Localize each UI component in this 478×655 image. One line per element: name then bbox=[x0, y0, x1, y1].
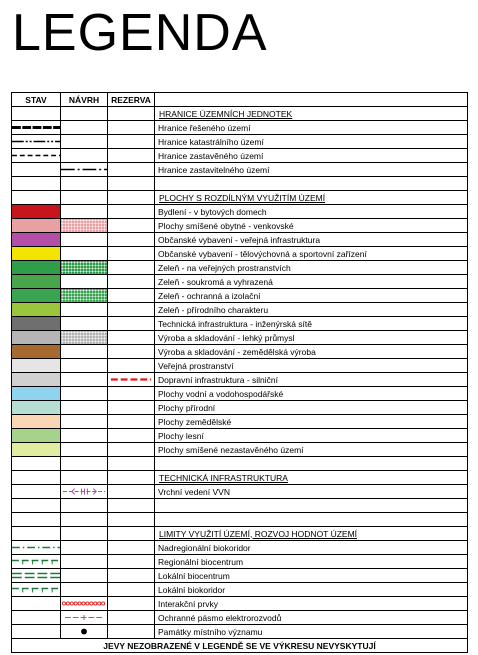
legend-label: Technická infrastruktura - inženýrská sítě bbox=[155, 317, 468, 331]
stav-swatch bbox=[12, 275, 61, 289]
empty-cell bbox=[61, 317, 108, 331]
stav-swatch bbox=[12, 219, 61, 233]
navrh-swatch bbox=[61, 261, 108, 275]
stav-swatch bbox=[12, 429, 61, 443]
stav-swatch bbox=[12, 205, 61, 219]
empty-cell bbox=[108, 345, 155, 359]
legend-label: Lokální biocentrum bbox=[155, 569, 468, 583]
thick-dashed-line-icon bbox=[12, 121, 61, 135]
legend-label: Zeleň - na veřejných prostranstvích bbox=[155, 261, 468, 275]
legend-label: Hranice zastavitelného území bbox=[155, 163, 468, 177]
empty-cell bbox=[61, 345, 108, 359]
empty-cell bbox=[108, 401, 155, 415]
legend-row bbox=[12, 359, 468, 373]
legend-label: Veřejná prostranství bbox=[155, 359, 468, 373]
legend-label: Ochranné pásmo elektrorozvodů bbox=[155, 611, 468, 625]
empty-cell bbox=[108, 429, 155, 443]
legend-label: Zeleň - soukromá a vyhrazená bbox=[155, 275, 468, 289]
empty-cell bbox=[61, 443, 108, 457]
legend-row bbox=[12, 345, 468, 359]
legend-row bbox=[12, 485, 468, 499]
filled-dot-icon bbox=[61, 625, 108, 639]
legend-row bbox=[12, 597, 468, 611]
legend-row bbox=[12, 387, 468, 401]
stav-swatch bbox=[12, 401, 61, 415]
empty-cell bbox=[108, 331, 155, 345]
stav-swatch bbox=[12, 247, 61, 261]
section-row bbox=[12, 471, 468, 485]
legend-label: Výroba a skladování - lehký průmysl bbox=[155, 331, 468, 345]
legend-row bbox=[12, 205, 468, 219]
empty-cell bbox=[108, 289, 155, 303]
empty-cell bbox=[108, 275, 155, 289]
legend-row bbox=[12, 429, 468, 443]
hatch-pattern bbox=[61, 331, 107, 344]
legend-row bbox=[12, 261, 468, 275]
hatch-pattern bbox=[61, 261, 107, 274]
legend-label: Plochy vodní a vodohospodářské bbox=[155, 387, 468, 401]
legend-label: Plochy lesní bbox=[155, 429, 468, 443]
empty-cell bbox=[61, 233, 108, 247]
empty-cell bbox=[108, 247, 155, 261]
legend-label: Hranice katastrálního území bbox=[155, 135, 468, 149]
empty-cell bbox=[61, 415, 108, 429]
legend-table bbox=[11, 92, 467, 653]
empty-cell bbox=[108, 261, 155, 275]
section-title-technicka: TECHNICKÁ INFRASTRUKTURA bbox=[155, 471, 468, 485]
legend-row bbox=[12, 275, 468, 289]
section-title-plochy: PLOCHY S ROZDÍLNÝM VYUŽITÍM ÚZEMÍ bbox=[155, 191, 468, 205]
legend-row bbox=[12, 555, 468, 569]
dash-tick-line-icon bbox=[12, 583, 61, 597]
stav-swatch bbox=[12, 345, 61, 359]
legend-row bbox=[12, 247, 468, 261]
header-navrh: NÁVRH bbox=[61, 93, 108, 107]
double-dash-line-icon bbox=[12, 569, 61, 583]
circle-chain-line-icon bbox=[61, 597, 108, 611]
legend-label: Památky místního významu bbox=[155, 625, 468, 639]
page-title: LEGENDA bbox=[12, 4, 268, 62]
legend-row bbox=[12, 121, 468, 135]
legend-label: Hranice řešeného území bbox=[155, 121, 468, 135]
legend-row bbox=[12, 303, 468, 317]
empty-cell bbox=[108, 317, 155, 331]
legend-row bbox=[12, 415, 468, 429]
stav-swatch bbox=[12, 317, 61, 331]
legend-row bbox=[12, 611, 468, 625]
legend-row bbox=[12, 233, 468, 247]
legend-label: Dopravní infrastruktura - silniční bbox=[155, 373, 468, 387]
legend-row bbox=[12, 373, 468, 387]
empty-cell bbox=[108, 219, 155, 233]
empty-cell bbox=[108, 233, 155, 247]
legend-row bbox=[12, 289, 468, 303]
hatch-pattern bbox=[61, 289, 107, 302]
header-stav: STAV bbox=[12, 93, 61, 107]
stav-swatch bbox=[12, 443, 61, 457]
empty-cell bbox=[108, 387, 155, 401]
footer-row bbox=[12, 639, 468, 653]
empty-cell bbox=[108, 303, 155, 317]
spacer-row bbox=[12, 457, 468, 471]
section-title-limity: LIMITY VYUŽITÍ ÚZEMÍ, ROZVOJ HODNOT ÚZEMÍ bbox=[155, 527, 468, 541]
legend-label: Plochy přírodní bbox=[155, 401, 468, 415]
legend-row bbox=[12, 163, 468, 177]
spacer-row bbox=[12, 177, 468, 191]
legend-label: Občanské vybavení - veřejná infrastruktura bbox=[155, 233, 468, 247]
dash-line-icon bbox=[12, 149, 61, 163]
legend-label: Plochy zemědělské bbox=[155, 415, 468, 429]
legend-row bbox=[12, 541, 468, 555]
legend-row bbox=[12, 401, 468, 415]
empty-cell bbox=[61, 373, 108, 387]
stav-swatch bbox=[12, 289, 61, 303]
section-row bbox=[12, 191, 468, 205]
legend-label: Zeleň - ochranná a izolační bbox=[155, 289, 468, 303]
legend-label: Interakční prvky bbox=[155, 597, 468, 611]
legend-label: Hranice zastavěného území bbox=[155, 149, 468, 163]
legend-row bbox=[12, 583, 468, 597]
empty-cell bbox=[108, 415, 155, 429]
footer-note: JEVY NEZOBRAZENÉ V LEGENDĚ SE VE VÝKRESU NEVYSKYTUJÍ bbox=[12, 639, 468, 653]
legend-label: Výroba a skladování - zemědělská výroba bbox=[155, 345, 468, 359]
legend-row bbox=[12, 569, 468, 583]
legend-label: Vrchní vedení VVN bbox=[155, 485, 468, 499]
empty-cell bbox=[61, 247, 108, 261]
legend-row bbox=[12, 149, 468, 163]
legend-row bbox=[12, 625, 468, 639]
header-description bbox=[155, 93, 468, 107]
stav-swatch bbox=[12, 331, 61, 345]
empty-cell bbox=[61, 205, 108, 219]
legend-label: Lokální biokoridor bbox=[155, 583, 468, 597]
stav-swatch bbox=[12, 387, 61, 401]
section-title-hranice: HRANICE ÚZEMNÍCH JEDNOTEK bbox=[155, 107, 468, 121]
navrh-swatch bbox=[61, 331, 108, 345]
section-row bbox=[12, 527, 468, 541]
empty-cell bbox=[61, 275, 108, 289]
stav-swatch bbox=[12, 233, 61, 247]
stav-swatch bbox=[12, 261, 61, 275]
legend-row bbox=[12, 135, 468, 149]
dash-dot-line-icon bbox=[12, 541, 61, 555]
legend-row bbox=[12, 219, 468, 233]
legend-label: Plochy smíšené nezastavěného území bbox=[155, 443, 468, 457]
legend-label: Občanské vybavení - tělovýchovná a sportovní zařízení bbox=[155, 247, 468, 261]
long-dash-dot-line-icon bbox=[61, 163, 108, 177]
legend-row bbox=[12, 443, 468, 457]
legend-label: Nadregionální biokoridor bbox=[155, 541, 468, 555]
legend-label: Bydlení - v bytových domech bbox=[155, 205, 468, 219]
section-row bbox=[12, 107, 468, 121]
header-rezerva: REZERVA bbox=[108, 93, 155, 107]
dash-dot-dot-line-icon bbox=[12, 135, 61, 149]
empty-cell bbox=[108, 443, 155, 457]
hatch-pattern bbox=[61, 219, 107, 232]
empty-cell bbox=[61, 303, 108, 317]
empty-cell bbox=[61, 429, 108, 443]
power-line-icon bbox=[61, 485, 108, 499]
empty-cell bbox=[61, 359, 108, 373]
stav-swatch bbox=[12, 359, 61, 373]
empty-cell bbox=[108, 359, 155, 373]
spacer-row bbox=[12, 499, 468, 513]
legend-row bbox=[12, 331, 468, 345]
header-row bbox=[12, 93, 468, 107]
stav-swatch bbox=[12, 303, 61, 317]
stav-swatch bbox=[12, 415, 61, 429]
stav-swatch bbox=[12, 373, 61, 387]
red-dashed-line-icon bbox=[108, 373, 155, 387]
empty-cell bbox=[108, 205, 155, 219]
thin-dash-tick-line-icon bbox=[61, 611, 108, 625]
legend-row bbox=[12, 317, 468, 331]
navrh-swatch bbox=[61, 289, 108, 303]
navrh-swatch bbox=[61, 219, 108, 233]
empty-cell bbox=[61, 387, 108, 401]
legend-label: Zeleň - přírodního charakteru bbox=[155, 303, 468, 317]
legend-label: Regionální biocentrum bbox=[155, 555, 468, 569]
dash-tick-line-icon bbox=[12, 555, 61, 569]
legend-label: Plochy smíšené obytné - venkovské bbox=[155, 219, 468, 233]
spacer-row bbox=[12, 513, 468, 527]
empty-cell bbox=[61, 401, 108, 415]
